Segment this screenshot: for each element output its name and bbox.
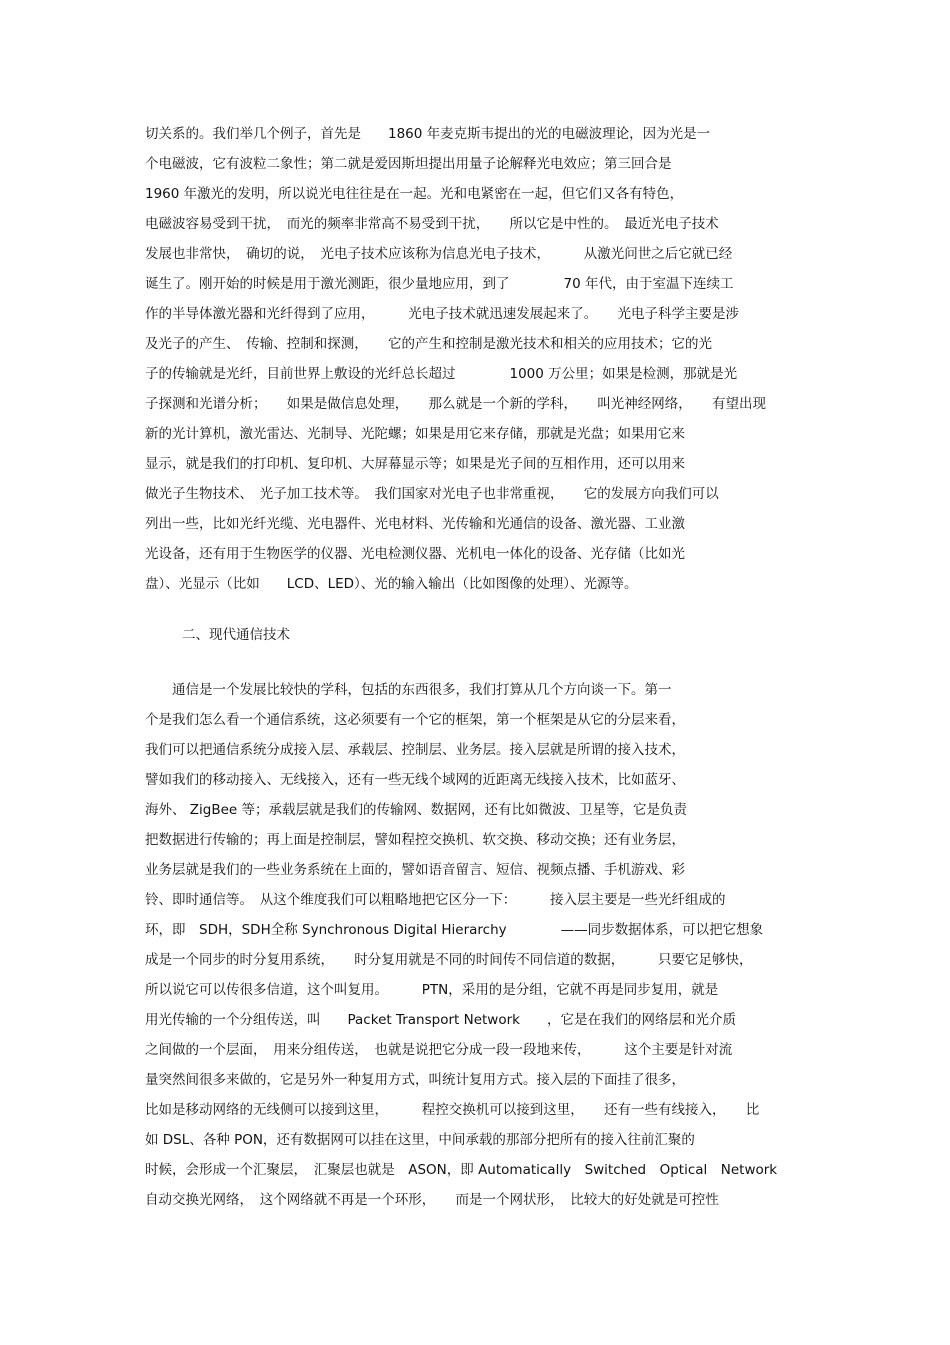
text-line: 诞生了。刚开始的时候是用于激光测距，很少量地应用，到了 70 年代，由于室温下连续工 <box>145 276 734 292</box>
text-line: 子的传输就是光纤，目前世界上敷设的光纤总长超过 1000 万公里；如果是检测，那就是光 <box>145 366 738 382</box>
text-line: 比如是移动网络的无线侧可以接到这里， 程控交换机可以接到这里， 还有一些有线接入， 比 <box>145 1102 760 1118</box>
text-line: 所以说它可以传很多信道，这个叫复用。 PTN，采用的是分组，它就不再是同步复用，就是 <box>145 982 719 998</box>
text-line: 环，即 SDH，SDH全称 Synchronous Digital Hierarchy ——同步数据体系，可以把它想象 <box>145 922 764 938</box>
text-line: 业务层就是我们的一些业务系统在上面的，譬如语音留言、短信、视频点播、手机游戏、彩 <box>145 862 685 878</box>
text-line: 用光传输的一个分组传送，叫 Packet Transport Network ，它是在我们的网络层和光介质 <box>145 1012 736 1028</box>
text-line: 譬如我们的移动接入、无线接入，还有一些无线个域网的近距离无线接入技术，比如蓝牙、 <box>145 772 685 788</box>
text-line: 通信是一个发展比较快的学科，包括的东西很多，我们打算从几个方向谈一下。第一 <box>145 682 672 698</box>
text-line: 盘）、光显示（比如 LCD、LED）、光的输入输出（比如图像的处理）、光源等。 <box>145 576 638 592</box>
text-line: 个是我们怎么看一个通信系统，这必须要有一个它的框架，第一个框架是从它的分层来看， <box>145 712 685 728</box>
text-line: 发展也非常快， 确切的说， 光电子技术应该称为信息光电子技术， 从激光问世之后它就已经 <box>145 246 733 262</box>
text-line: 之间做的一个层面， 用来分组传送， 也就是说把它分成一段一段地来传， 这个主要是针对流 <box>145 1042 733 1058</box>
text-line: 我们可以把通信系统分成接入层、承载层、控制层、业务层。接入层就是所谓的接入技术， <box>145 742 685 758</box>
section-heading: 二、现代通信技术 <box>182 627 290 643</box>
text-line: 铃、即时通信等。 从这个维度我们可以粗略地把它区分一下： 接入层主要是一些光纤组成的 <box>145 892 726 908</box>
text-line: 新的光计算机，激光雷达、光制导、光陀螺；如果是用它来存储，那就是光盘；如果用它来 <box>145 426 685 442</box>
text-line: 自动交换光网络， 这个网络就不再是一个环形， 而是一个网状形， 比较大的好处就是可控性 <box>145 1192 719 1208</box>
text-line: 海外、 ZigBee 等；承载层就是我们的传输网、数据网，还有比如微波、卫星等，它是负责 <box>145 802 688 818</box>
text-line: 个电磁波，它有波粒二象性；第二就是爱因斯坦提出用量子论解释光电效应；第三回合是 <box>145 156 672 172</box>
text-line: 切关系的。我们举几个例子，首先是 1860 年麦克斯韦提出的光的电磁波理论，因为光是一 <box>145 126 711 142</box>
text-line: 子探测和光谱分析； 如果是做信息处理， 那么就是一个新的学科， 叫光神经网络， 有望出现 <box>145 396 766 412</box>
text-line: 时候，会形成一个汇聚层， 汇聚层也就是 ASON，即 Automatically Switched Optical Network <box>145 1162 778 1178</box>
text-line: 显示，就是我们的打印机、复印机、大屏幕显示等；如果是光子间的互相作用，还可以用来 <box>145 456 685 472</box>
text-line: 作的半导体激光器和光纤得到了应用， 光电子技术就迅速发展起来了。 光电子科学主要是涉 <box>145 306 739 322</box>
text-line: 把数据进行传输的；再上面是控制层，譬如程控交换机、软交换、移动交换；还有业务层， <box>145 832 685 848</box>
text-line: 光设备，还有用于生物医学的仪器、光电检测仪器、光机电一体化的设备、光存储（比如光 <box>145 546 685 562</box>
text-line: 成是一个同步的时分复用系统， 时分复用就是不同的时间传不同信道的数据， 只要它足够快， <box>145 952 753 968</box>
text-line: 做光子生物技术、 光子加工技术等。 我们国家对光电子也非常重视， 它的发展方向我们可以 <box>145 486 719 502</box>
text-line: 列出一些，比如光纤光缆、光电器件、光电材料、光传输和光通信的设备、激光器、工业激 <box>145 516 685 532</box>
text-line: 及光子的产生、 传输、控制和探测， 它的产生和控制是激光技术和相关的应用技术；它的光 <box>145 336 712 352</box>
text-line: 1960 年激光的发明，所以说光电往往是在一起。光和电紧密在一起，但它们又各有特色， <box>145 186 684 202</box>
text-line: 电磁波容易受到干扰， 而光的频率非常高不易受到干扰， 所以它是中性的。 最近光电子技术 <box>145 216 719 232</box>
text-line: 如 DSL、各种 PON，还有数据网可以挂在这里，中间承载的那部分把所有的接入往前汇聚的 <box>145 1132 695 1148</box>
text-line: 量突然间很多来做的，它是另外一种复用方式，叫统计复用方式。接入层的下面挂了很多， <box>145 1072 685 1088</box>
